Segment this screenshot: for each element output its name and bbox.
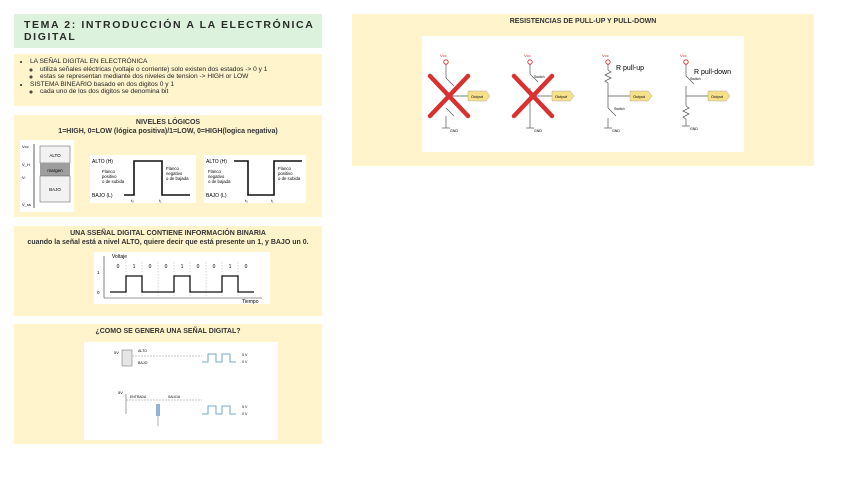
gnd-label: GND <box>690 127 698 131</box>
salida-label: SALIDA <box>168 395 181 399</box>
genera-title: ¿COMO SE GENERA UNA SEÑAL DIGITAL? <box>95 328 241 335</box>
note-subitem: cada uno de los dos digitos se denomina bit <box>40 88 169 96</box>
vcc-label: Vcc <box>524 53 531 58</box>
bajo-label: BAJO <box>138 361 148 365</box>
switch-label: Switch <box>690 77 701 81</box>
bit-label: 1 <box>132 264 136 270</box>
output-label: Output <box>471 94 484 99</box>
voltage-label: 5V <box>118 390 123 395</box>
r-pull-down-label: R pull-down <box>694 69 731 76</box>
bit-label: 0 <box>148 264 152 270</box>
y-low-label: 0 <box>97 290 100 295</box>
five-volt-label: 5 V <box>242 353 248 357</box>
t0-label: t₀ <box>131 198 134 203</box>
alto-label: ALTO (H) <box>206 159 227 165</box>
five-volt-label: 5 V <box>242 405 248 409</box>
page-title: TEMA 2: INTRODUCCIÓN A LA ELECTRÓNICA DIGITAL <box>24 19 314 43</box>
xlabel: Tiempo <box>242 299 259 304</box>
vcc-label: Vcc <box>440 53 447 58</box>
bit-label: 0 <box>164 264 168 270</box>
niveles-subtitle: 1=HIGH, 0=LOW (lógica positiva)/1=LOW, 0=HIGH(logica negativa) <box>58 127 278 135</box>
voltage-label: 5V <box>114 350 119 355</box>
voltage-levels-figure <box>20 140 74 212</box>
alto-label: ALTO (H) <box>92 159 113 165</box>
pull-card <box>352 14 814 166</box>
bit-label: 0 <box>116 264 120 270</box>
gnd-label: GND <box>534 129 542 133</box>
vcc-label: Vcc <box>22 144 29 149</box>
output-label: Output <box>555 94 568 99</box>
zero-volt-label: 0 V <box>242 360 248 364</box>
margen-label: margen <box>47 168 63 173</box>
edge-note: o de subida <box>102 179 125 184</box>
t0-label: t₀ <box>245 198 248 203</box>
t1-label: t₁ <box>159 198 162 203</box>
r-pull-up-label: R pull-up <box>616 65 645 72</box>
entrada-label: ENTRADA <box>130 395 147 399</box>
bit-label: 1 <box>228 264 232 270</box>
edge-note: Flanco <box>208 169 221 174</box>
positive-pulse-figure <box>90 155 196 203</box>
senal-title: UNA SSEÑAL DIGITAL CONTIENE INFORMACIÓN BINARIA <box>70 230 266 237</box>
note-item: SISTEMA BINEARIO basado en dos digitos 0 y 1 <box>30 80 175 88</box>
gnd-label: GND <box>450 129 458 133</box>
ylabel: Voltaje <box>112 254 128 260</box>
negative-pulse-figure <box>204 155 306 203</box>
senal-subtitle: cuando la señal está a nivel ALTO, quiere decir que está presente un 1, y BAJO un 0. <box>27 238 309 246</box>
edge-note: positivo <box>278 171 293 176</box>
niveles-title: NIVELES LÓGICOS <box>135 119 201 126</box>
bit-label: 1 <box>180 264 184 270</box>
switch-label: Switch <box>534 75 545 79</box>
edge-note: negativo <box>166 171 183 176</box>
note-subitem: utiliza señales eléctricas (voltaje o corriente) solo existen dos estados -> 0 y 1 <box>40 65 268 73</box>
bit-label: 0 <box>196 264 200 270</box>
output-label: Output <box>633 94 646 99</box>
note-item: LA SEÑAL DIGITAL EN ELECTRÓNICA <box>30 58 148 65</box>
signal-generation-figure <box>84 342 278 440</box>
edge-note: Flanco <box>102 169 115 174</box>
edge-note: Flanco <box>166 166 179 171</box>
edge-note: negativo <box>208 174 225 179</box>
bit-label: 0 <box>244 264 248 270</box>
niveles-card <box>14 115 322 217</box>
edge-note: o de subida <box>278 176 301 181</box>
bajo-label: BAJO <box>49 187 61 192</box>
notes-card <box>14 54 322 106</box>
alto-label: ALTO <box>49 153 61 158</box>
gnd-label: GND <box>612 129 620 133</box>
edge-note: o de bajada <box>208 179 231 184</box>
note-subitem: estas se representan mediante dos niveles de tension -> HIGH or LOW <box>40 73 249 81</box>
binary-signal-figure <box>94 252 270 304</box>
vcc-label: Vcc <box>602 53 609 58</box>
pull-title: RESISTENCIAS DE PULL-UP Y PULL-DOWN <box>509 18 657 25</box>
genera-card <box>14 324 322 444</box>
switch-label: Switch <box>614 107 625 111</box>
zero-volt-label: 0 V <box>242 412 248 416</box>
vss-label: V_ss <box>22 202 31 207</box>
pull-resistors-figure <box>422 36 744 152</box>
bajo-label: BAJO (L) <box>92 193 113 199</box>
vl-label: Vₗ <box>22 175 26 180</box>
edge-note: Flanco <box>278 166 291 171</box>
edge-note: positivo <box>102 174 117 179</box>
bajo-label: BAJO (L) <box>206 193 227 199</box>
vh-label: V_H <box>22 162 30 167</box>
alto-label: ALTO <box>138 349 148 353</box>
y-high-label: 1 <box>97 270 100 275</box>
output-label: Output <box>711 94 724 99</box>
senal-card <box>14 226 322 316</box>
page-title-card <box>14 14 322 48</box>
t1-label: t₁ <box>271 198 274 203</box>
edge-note: o de bajada <box>166 176 189 181</box>
bit-label: 0 <box>212 264 216 270</box>
vcc-label: Vcc <box>680 53 687 58</box>
